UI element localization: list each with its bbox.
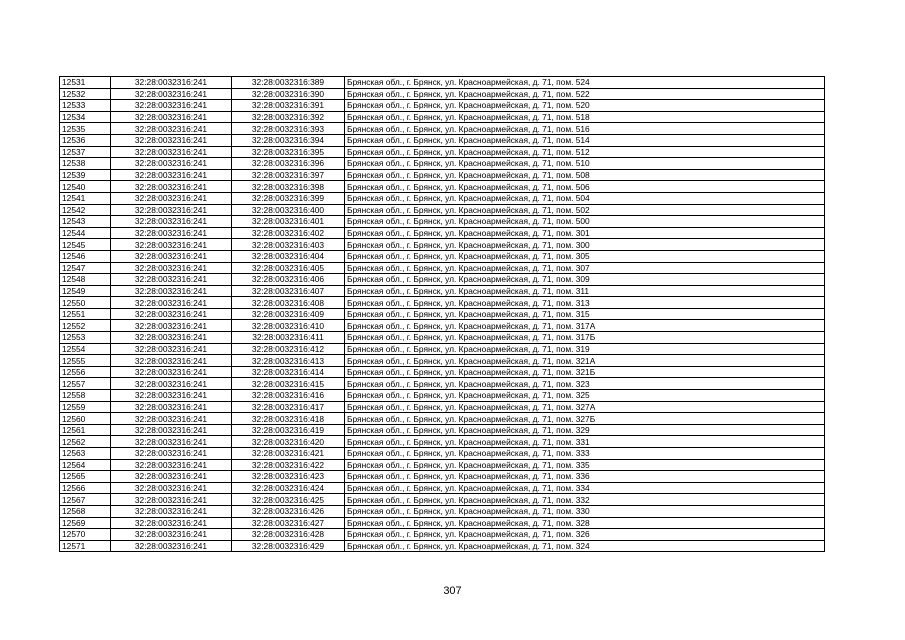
- table-row: [60, 471, 825, 483]
- cell-cadastral-number: 32:28:0032316:413: [232, 355, 345, 367]
- cell-record-number: 12561: [60, 424, 111, 436]
- cell-address: Брянская обл., г. Брянск, ул. Красноармейская, д. 71, пом. 319: [345, 343, 825, 355]
- cell-cadastral-number: 32:28:0032316:411: [232, 332, 345, 344]
- table-row: [60, 355, 825, 367]
- cell-cadastral-number: 32:28:0032316:406: [232, 274, 345, 286]
- cell-cadastral-number: 32:28:0032316:415: [232, 378, 345, 390]
- cell-record-number: 12566: [60, 482, 111, 494]
- cell-parent-cadastral-number: 32:28:0032316:241: [111, 169, 232, 181]
- cell-address: Брянская обл., г. Брянск, ул. Красноармейская, д. 71, пом. 329: [345, 424, 825, 436]
- cell-parent-cadastral-number: 32:28:0032316:241: [111, 216, 232, 228]
- cell-parent-cadastral-number: 32:28:0032316:241: [111, 123, 232, 135]
- cell-address: Брянская обл., г. Брянск, ул. Красноармейская, д. 71, пом. 336: [345, 471, 825, 483]
- cell-address: Брянская обл., г. Брянск, ул. Красноармейская, д. 71, пом. 317А: [345, 320, 825, 332]
- cell-cadastral-number: 32:28:0032316:429: [232, 540, 345, 552]
- cell-parent-cadastral-number: 32:28:0032316:241: [111, 494, 232, 506]
- cell-record-number: 12535: [60, 123, 111, 135]
- cell-cadastral-number: 32:28:0032316:404: [232, 250, 345, 262]
- cell-parent-cadastral-number: 32:28:0032316:241: [111, 505, 232, 517]
- table-row: [60, 320, 825, 332]
- cell-record-number: 12549: [60, 285, 111, 297]
- cell-cadastral-number: 32:28:0032316:393: [232, 123, 345, 135]
- table-row: [60, 100, 825, 112]
- cell-cadastral-number: 32:28:0032316:394: [232, 134, 345, 146]
- cell-parent-cadastral-number: 32:28:0032316:241: [111, 529, 232, 541]
- cell-address: Брянская обл., г. Брянск, ул. Красноармейская, д. 71, пом. 502: [345, 204, 825, 216]
- cell-parent-cadastral-number: 32:28:0032316:241: [111, 366, 232, 378]
- table-row: [60, 540, 825, 552]
- table-row: [60, 413, 825, 425]
- cell-address: Брянская обл., г. Брянск, ул. Красноармейская, д. 71, пом. 514: [345, 134, 825, 146]
- cell-parent-cadastral-number: 32:28:0032316:241: [111, 378, 232, 390]
- cell-cadastral-number: 32:28:0032316:409: [232, 308, 345, 320]
- cell-cadastral-number: 32:28:0032316:416: [232, 390, 345, 402]
- page-number: 307: [443, 585, 462, 597]
- cell-parent-cadastral-number: 32:28:0032316:241: [111, 262, 232, 274]
- cell-address: Брянская обл., г. Брянск, ул. Красноармейская, д. 71, пом. 327Б: [345, 413, 825, 425]
- cell-parent-cadastral-number: 32:28:0032316:241: [111, 158, 232, 170]
- cell-address: Брянская обл., г. Брянск, ул. Красноармейская, д. 71, пом. 331: [345, 436, 825, 448]
- table-row: [60, 459, 825, 471]
- cell-address: Брянская обл., г. Брянск, ул. Красноармейская, д. 71, пом. 300: [345, 239, 825, 251]
- cell-cadastral-number: 32:28:0032316:423: [232, 471, 345, 483]
- cell-parent-cadastral-number: 32:28:0032316:241: [111, 424, 232, 436]
- cell-record-number: 12548: [60, 274, 111, 286]
- table-row: [60, 529, 825, 541]
- cell-record-number: 12560: [60, 413, 111, 425]
- table-row: [60, 366, 825, 378]
- cell-record-number: 12536: [60, 134, 111, 146]
- cell-cadastral-number: 32:28:0032316:399: [232, 192, 345, 204]
- table-row: [60, 250, 825, 262]
- cell-address: Брянская обл., г. Брянск, ул. Красноармейская, д. 71, пом. 315: [345, 308, 825, 320]
- cell-record-number: 12547: [60, 262, 111, 274]
- cell-record-number: 12558: [60, 390, 111, 402]
- cell-record-number: 12559: [60, 401, 111, 413]
- table-row: [60, 123, 825, 135]
- cell-address: Брянская обл., г. Брянск, ул. Красноармейская, д. 71, пом. 323: [345, 378, 825, 390]
- cell-address: Брянская обл., г. Брянск, ул. Красноармейская, д. 71, пом. 327А: [345, 401, 825, 413]
- table-row: [60, 436, 825, 448]
- cell-cadastral-number: 32:28:0032316:414: [232, 366, 345, 378]
- cell-cadastral-number: 32:28:0032316:425: [232, 494, 345, 506]
- cell-parent-cadastral-number: 32:28:0032316:241: [111, 111, 232, 123]
- cell-record-number: 12546: [60, 250, 111, 262]
- cell-address: Брянская обл., г. Брянск, ул. Красноармейская, д. 71, пом. 301: [345, 227, 825, 239]
- cell-parent-cadastral-number: 32:28:0032316:241: [111, 448, 232, 460]
- cell-cadastral-number: 32:28:0032316:392: [232, 111, 345, 123]
- cell-address: Брянская обл., г. Брянск, ул. Красноармейская, д. 71, пом. 524: [345, 77, 825, 89]
- cell-record-number: 12540: [60, 181, 111, 193]
- cell-record-number: 12551: [60, 308, 111, 320]
- cell-parent-cadastral-number: 32:28:0032316:241: [111, 192, 232, 204]
- cell-address: Брянская обл., г. Брянск, ул. Красноармейская, д. 71, пом. 335: [345, 459, 825, 471]
- cell-record-number: 12552: [60, 320, 111, 332]
- cell-cadastral-number: 32:28:0032316:418: [232, 413, 345, 425]
- table-row: [60, 88, 825, 100]
- cell-record-number: 12539: [60, 169, 111, 181]
- cell-record-number: 12538: [60, 158, 111, 170]
- cell-parent-cadastral-number: 32:28:0032316:241: [111, 77, 232, 89]
- table-row: [60, 111, 825, 123]
- cell-cadastral-number: 32:28:0032316:402: [232, 227, 345, 239]
- cell-cadastral-number: 32:28:0032316:407: [232, 285, 345, 297]
- registry-table: [59, 76, 825, 552]
- cell-address: Брянская обл., г. Брянск, ул. Красноармейская, д. 71, пом. 321А: [345, 355, 825, 367]
- cell-address: Брянская обл., г. Брянск, ул. Красноармейская, д. 71, пом. 522: [345, 88, 825, 100]
- table-row: [60, 517, 825, 529]
- cell-parent-cadastral-number: 32:28:0032316:241: [111, 436, 232, 448]
- cell-address: Брянская обл., г. Брянск, ул. Красноармейская, д. 71, пом. 305: [345, 250, 825, 262]
- cell-record-number: 12537: [60, 146, 111, 158]
- cell-record-number: 12543: [60, 216, 111, 228]
- cell-cadastral-number: 32:28:0032316:401: [232, 216, 345, 228]
- cell-address: Брянская обл., г. Брянск, ул. Красноармейская, д. 71, пом. 321Б: [345, 366, 825, 378]
- cell-address: Брянская обл., г. Брянск, ул. Красноармейская, д. 71, пом. 506: [345, 181, 825, 193]
- table-row: [60, 227, 825, 239]
- cell-record-number: 12570: [60, 529, 111, 541]
- cell-cadastral-number: 32:28:0032316:390: [232, 88, 345, 100]
- cell-address: Брянская обл., г. Брянск, ул. Красноармейская, д. 71, пом. 504: [345, 192, 825, 204]
- cell-parent-cadastral-number: 32:28:0032316:241: [111, 413, 232, 425]
- cell-address: Брянская обл., г. Брянск, ул. Красноармейская, д. 71, пом. 508: [345, 169, 825, 181]
- cell-address: Брянская обл., г. Брянск, ул. Красноармейская, д. 71, пом. 311: [345, 285, 825, 297]
- cell-record-number: 12534: [60, 111, 111, 123]
- table-row: [60, 308, 825, 320]
- table-row: [60, 169, 825, 181]
- cell-parent-cadastral-number: 32:28:0032316:241: [111, 332, 232, 344]
- table-row: [60, 204, 825, 216]
- cell-address: Брянская обл., г. Брянск, ул. Красноармейская, д. 71, пом. 330: [345, 505, 825, 517]
- cell-parent-cadastral-number: 32:28:0032316:241: [111, 355, 232, 367]
- cell-parent-cadastral-number: 32:28:0032316:241: [111, 227, 232, 239]
- cell-address: Брянская обл., г. Брянск, ул. Красноармейская, д. 71, пом. 309: [345, 274, 825, 286]
- cell-cadastral-number: 32:28:0032316:419: [232, 424, 345, 436]
- cell-cadastral-number: 32:28:0032316:428: [232, 529, 345, 541]
- cell-record-number: 12568: [60, 505, 111, 517]
- cell-cadastral-number: 32:28:0032316:408: [232, 297, 345, 309]
- table-row: [60, 378, 825, 390]
- table-row: [60, 146, 825, 158]
- cell-parent-cadastral-number: 32:28:0032316:241: [111, 146, 232, 158]
- cell-address: Брянская обл., г. Брянск, ул. Красноармейская, д. 71, пом. 317Б: [345, 332, 825, 344]
- cell-cadastral-number: 32:28:0032316:396: [232, 158, 345, 170]
- cell-parent-cadastral-number: 32:28:0032316:241: [111, 181, 232, 193]
- cell-cadastral-number: 32:28:0032316:422: [232, 459, 345, 471]
- table-row: [60, 181, 825, 193]
- table-row: [60, 285, 825, 297]
- table-row: [60, 343, 825, 355]
- cell-cadastral-number: 32:28:0032316:395: [232, 146, 345, 158]
- cell-cadastral-number: 32:28:0032316:400: [232, 204, 345, 216]
- cell-parent-cadastral-number: 32:28:0032316:241: [111, 204, 232, 216]
- cell-address: Брянская обл., г. Брянск, ул. Красноармейская, д. 71, пом. 520: [345, 100, 825, 112]
- table-row: [60, 262, 825, 274]
- cell-parent-cadastral-number: 32:28:0032316:241: [111, 100, 232, 112]
- cell-record-number: 12563: [60, 448, 111, 460]
- table-row: [60, 77, 825, 89]
- cell-parent-cadastral-number: 32:28:0032316:241: [111, 390, 232, 402]
- table-row: [60, 505, 825, 517]
- cell-record-number: 12545: [60, 239, 111, 251]
- cell-record-number: 12544: [60, 227, 111, 239]
- cell-parent-cadastral-number: 32:28:0032316:241: [111, 308, 232, 320]
- cell-cadastral-number: 32:28:0032316:405: [232, 262, 345, 274]
- cell-address: Брянская обл., г. Брянск, ул. Красноармейская, д. 71, пом. 332: [345, 494, 825, 506]
- cell-address: Брянская обл., г. Брянск, ул. Красноармейская, д. 71, пом. 313: [345, 297, 825, 309]
- cell-parent-cadastral-number: 32:28:0032316:241: [111, 482, 232, 494]
- cell-record-number: 12553: [60, 332, 111, 344]
- cell-address: Брянская обл., г. Брянск, ул. Красноармейская, д. 71, пом. 510: [345, 158, 825, 170]
- cell-address: Брянская обл., г. Брянск, ул. Красноармейская, д. 71, пом. 325: [345, 390, 825, 402]
- cell-cadastral-number: 32:28:0032316:410: [232, 320, 345, 332]
- cell-record-number: 12533: [60, 100, 111, 112]
- cell-parent-cadastral-number: 32:28:0032316:241: [111, 471, 232, 483]
- cell-record-number: 12554: [60, 343, 111, 355]
- cell-record-number: 12555: [60, 355, 111, 367]
- cell-parent-cadastral-number: 32:28:0032316:241: [111, 134, 232, 146]
- cell-address: Брянская обл., г. Брянск, ул. Красноармейская, д. 71, пом. 516: [345, 123, 825, 135]
- cell-parent-cadastral-number: 32:28:0032316:241: [111, 239, 232, 251]
- cell-record-number: 12557: [60, 378, 111, 390]
- cell-record-number: 12541: [60, 192, 111, 204]
- cell-cadastral-number: 32:28:0032316:427: [232, 517, 345, 529]
- cell-parent-cadastral-number: 32:28:0032316:241: [111, 517, 232, 529]
- cell-record-number: 12542: [60, 204, 111, 216]
- cell-parent-cadastral-number: 32:28:0032316:241: [111, 540, 232, 552]
- cell-cadastral-number: 32:28:0032316:397: [232, 169, 345, 181]
- cell-parent-cadastral-number: 32:28:0032316:241: [111, 274, 232, 286]
- cell-parent-cadastral-number: 32:28:0032316:241: [111, 250, 232, 262]
- cell-parent-cadastral-number: 32:28:0032316:241: [111, 297, 232, 309]
- cell-address: Брянская обл., г. Брянск, ул. Красноармейская, д. 71, пом. 324: [345, 540, 825, 552]
- cell-record-number: 12569: [60, 517, 111, 529]
- cell-address: Брянская обл., г. Брянск, ул. Красноармейская, д. 71, пом. 334: [345, 482, 825, 494]
- table-row: [60, 239, 825, 251]
- cell-cadastral-number: 32:28:0032316:420: [232, 436, 345, 448]
- cell-cadastral-number: 32:28:0032316:417: [232, 401, 345, 413]
- table-row: [60, 448, 825, 460]
- cell-record-number: 12562: [60, 436, 111, 448]
- cell-parent-cadastral-number: 32:28:0032316:241: [111, 343, 232, 355]
- cell-parent-cadastral-number: 32:28:0032316:241: [111, 401, 232, 413]
- cell-address: Брянская обл., г. Брянск, ул. Красноармейская, д. 71, пом. 307: [345, 262, 825, 274]
- cell-address: Брянская обл., г. Брянск, ул. Красноармейская, д. 71, пом. 328: [345, 517, 825, 529]
- cell-cadastral-number: 32:28:0032316:421: [232, 448, 345, 460]
- cell-record-number: 12565: [60, 471, 111, 483]
- cell-cadastral-number: 32:28:0032316:424: [232, 482, 345, 494]
- table-row: [60, 424, 825, 436]
- cell-parent-cadastral-number: 32:28:0032316:241: [111, 459, 232, 471]
- cell-record-number: 12564: [60, 459, 111, 471]
- cell-address: Брянская обл., г. Брянск, ул. Красноармейская, д. 71, пом. 333: [345, 448, 825, 460]
- cell-address: Брянская обл., г. Брянск, ул. Красноармейская, д. 71, пом. 512: [345, 146, 825, 158]
- cell-address: Брянская обл., г. Брянск, ул. Красноармейская, д. 71, пом. 518: [345, 111, 825, 123]
- table-row: [60, 297, 825, 309]
- table-row: [60, 134, 825, 146]
- cell-address: Брянская обл., г. Брянск, ул. Красноармейская, д. 71, пом. 326: [345, 529, 825, 541]
- table-row: [60, 482, 825, 494]
- table-row: [60, 332, 825, 344]
- table-row: [60, 494, 825, 506]
- table-row: [60, 274, 825, 286]
- cell-parent-cadastral-number: 32:28:0032316:241: [111, 285, 232, 297]
- cell-cadastral-number: 32:28:0032316:389: [232, 77, 345, 89]
- table-row: [60, 401, 825, 413]
- cell-parent-cadastral-number: 32:28:0032316:241: [111, 88, 232, 100]
- table-row: [60, 158, 825, 170]
- cell-record-number: 12571: [60, 540, 111, 552]
- cell-record-number: 12567: [60, 494, 111, 506]
- cell-parent-cadastral-number: 32:28:0032316:241: [111, 320, 232, 332]
- cell-record-number: 12531: [60, 77, 111, 89]
- cell-cadastral-number: 32:28:0032316:426: [232, 505, 345, 517]
- cell-address: Брянская обл., г. Брянск, ул. Красноармейская, д. 71, пом. 500: [345, 216, 825, 228]
- table-row: [60, 216, 825, 228]
- cell-record-number: 12550: [60, 297, 111, 309]
- cell-cadastral-number: 32:28:0032316:403: [232, 239, 345, 251]
- table-row: [60, 192, 825, 204]
- registry-table-body: [60, 77, 825, 552]
- cell-record-number: 12556: [60, 366, 111, 378]
- table-row: [60, 390, 825, 402]
- cell-cadastral-number: 32:28:0032316:398: [232, 181, 345, 193]
- cell-cadastral-number: 32:28:0032316:412: [232, 343, 345, 355]
- cell-cadastral-number: 32:28:0032316:391: [232, 100, 345, 112]
- cell-record-number: 12532: [60, 88, 111, 100]
